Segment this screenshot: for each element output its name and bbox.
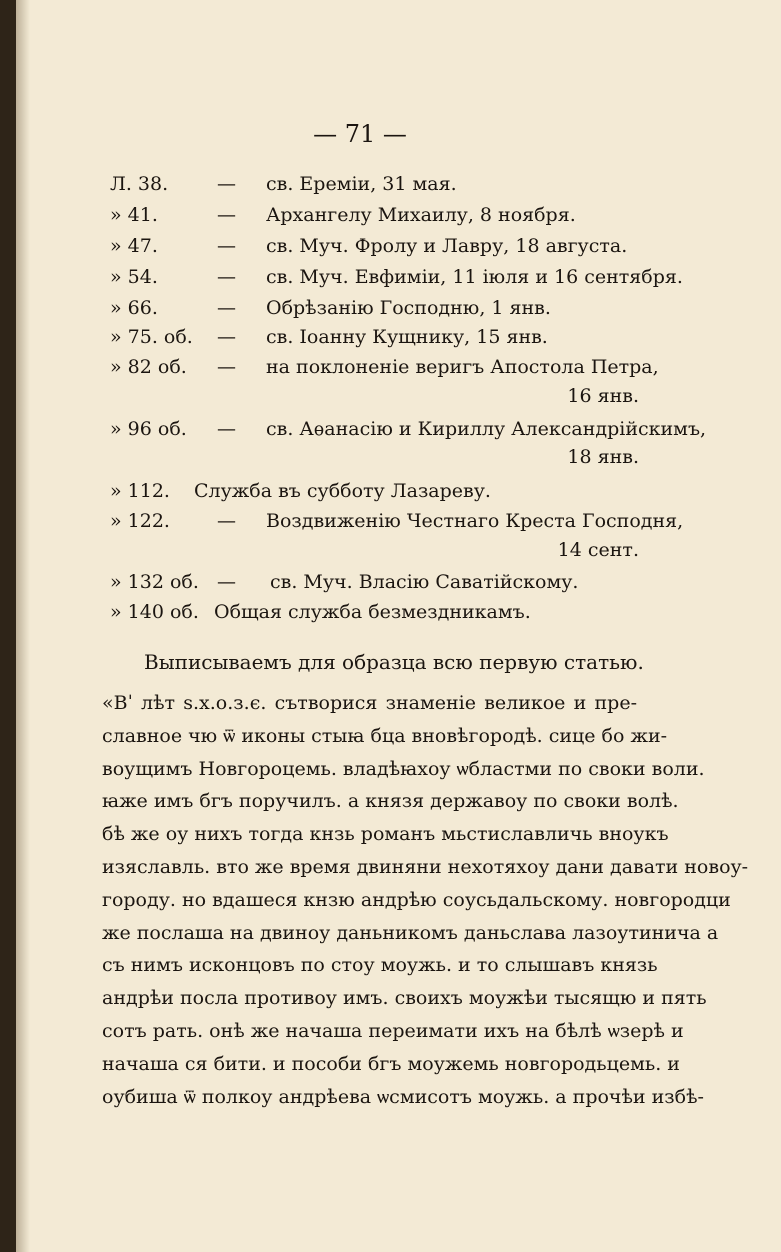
paragraph-line: же послаша на двиноу даньникомъ даньслава лазоутинича а: [102, 921, 719, 944]
entry-ref: » 96 об.: [110, 418, 187, 440]
section-heading: Выписываемъ для образца всю первую статью.: [144, 650, 644, 674]
entry-dash: —: [217, 418, 236, 440]
paragraph-line: сотъ рать. онѣ же начаша переимати ихъ на бѣлѣ ѡзерѣ и: [102, 1019, 684, 1042]
entry-text: Обрѣзанію Господню, 1 янв.: [266, 297, 551, 319]
entry-dash: —: [217, 356, 236, 378]
paragraph-line: съ нимъ исконцовъ по стоу моужь. и то слышавъ князь: [102, 954, 658, 977]
entry-dash: —: [217, 173, 236, 195]
quoted-paragraph: [102, 687, 749, 1113]
entry-dash: —: [217, 204, 236, 226]
entry-ref: » 140 об.: [110, 601, 199, 623]
entry-text: св. Муч. Фролу и Лавру, 18 августа.: [266, 235, 628, 257]
entry-ref: » 82 об.: [110, 356, 187, 378]
entry-text: св. Аѳанасію и Кириллу Александрійскимъ,: [266, 418, 707, 440]
entry-dash: —: [217, 326, 236, 348]
entry-text: Служба въ субботу Лазареву.: [194, 480, 491, 502]
paragraph-line: воущимъ Новгороцемь. владѣꙗхоу ѡбластми по своки воли.: [102, 757, 705, 780]
entry-ref: » 75. об.: [110, 326, 193, 348]
entry-continuation: 14 сент.: [557, 539, 639, 561]
entry-text: Воздвиженію Честнаго Креста Господня,: [266, 510, 684, 532]
entry-dash: —: [217, 235, 236, 257]
paragraph-line: бѣ же оу нихъ тогда кнзь романъ мьстиславличь вноукъ: [102, 823, 669, 846]
entry-ref: » 54.: [110, 266, 158, 288]
paragraph-line: начаша ся бити. и пособи бгъ моужемь новгородьцемь. и: [102, 1052, 680, 1075]
page-number: — 71 —: [313, 120, 407, 148]
entry-ref: Л. 38.: [110, 173, 169, 195]
paragraph-line: «Вˈ лѣт ѕ.х.о.з.є. сътворися знаменіе великое и пре-: [102, 692, 637, 714]
entry-ref: » 66.: [110, 297, 158, 319]
paragraph-line: андрѣи посла противоу имъ. своихъ моужѣи тысящю и пять: [102, 987, 707, 1010]
paragraph-line: оубиша ѿ полкоу андрѣева ѡсмисотъ моужь. а прочѣи избѣ-: [102, 1085, 704, 1108]
entry-text: св. Муч. Евфиміи, 11 іюля и 16 сентября.: [266, 266, 683, 288]
entry-text: св. Ереміи, 31 мая.: [266, 173, 457, 195]
entry-dash: —: [217, 510, 236, 532]
entry-ref: » 41.: [110, 204, 158, 226]
paragraph-line: изяславль. вто же время двиняни нехотяхоу дани давати новоу-: [102, 855, 749, 878]
entry-dash: —: [217, 266, 236, 288]
entry-text: св. Муч. Власію Саватійскому.: [270, 571, 579, 593]
entry-dash: —: [217, 571, 236, 593]
entry-dash: —: [217, 297, 236, 319]
entry-ref: » 47.: [110, 235, 158, 257]
entry-ref: » 132 об.: [110, 571, 199, 593]
entry-text: св. Іоанну Кущнику, 15 янв.: [266, 326, 548, 348]
paragraph-line: городу. но вдашеся кнзю андрѣю соусьдальскому. новгородци: [102, 888, 731, 911]
paragraph-line: славное чю ѿ иконы стыꙗ бца вновѣгородѣ. сице бо жи-: [102, 724, 668, 747]
entry-text: Общая служба безмездникамъ.: [214, 601, 531, 623]
entry-text: на поклоненіе веригъ Апостола Петра,: [266, 356, 659, 378]
entry-text: Архангелу Михаилу, 8 ноября.: [266, 204, 576, 226]
entry-continuation: 18 янв.: [567, 446, 639, 468]
entry-ref: » 112.: [110, 480, 170, 502]
paragraph-line: ꙗже имъ бгъ поручилъ. а князя державоу по своки волѣ.: [102, 790, 679, 813]
entry-continuation: 16 янв.: [567, 385, 639, 407]
entry-ref: » 122.: [110, 510, 170, 532]
